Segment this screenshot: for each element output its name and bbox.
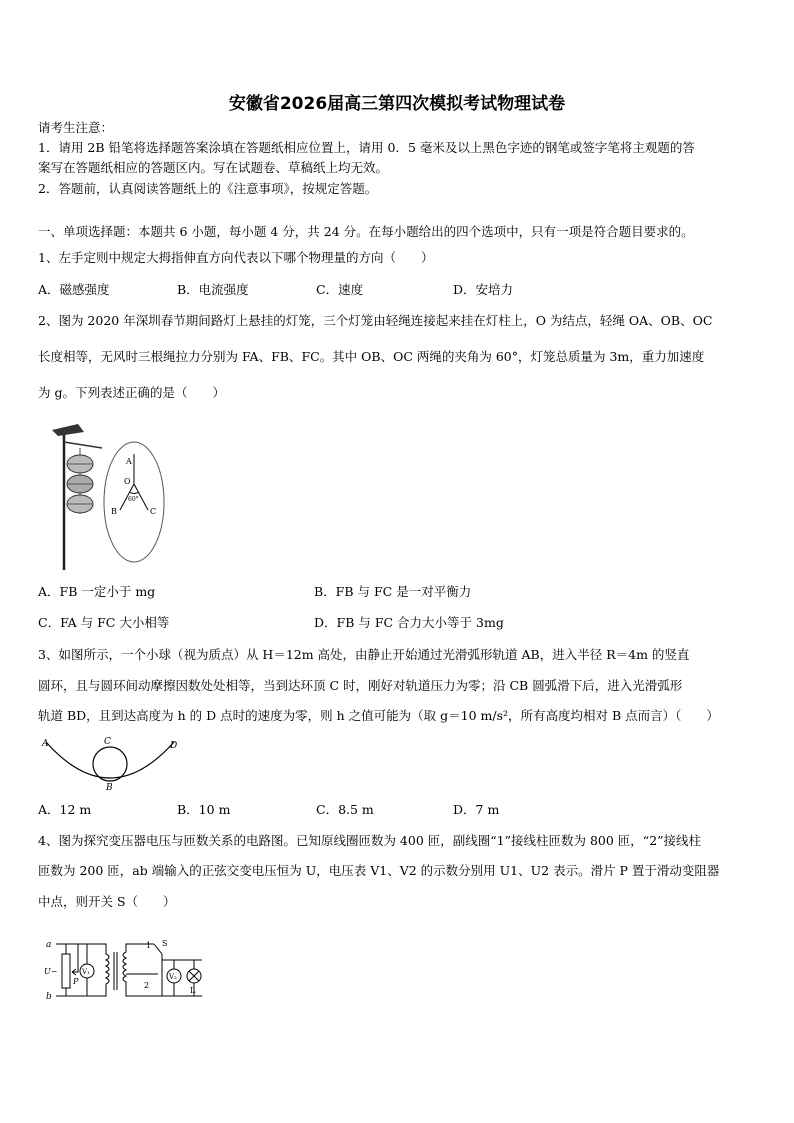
q2-stem-line-3: 为 g。下列表述正确的是（ ） (38, 385, 225, 400)
fig-label-l: L (190, 986, 196, 995)
fig-label-b: B (106, 783, 113, 792)
q2-stem-line-2: 长度相等，无风时三根绳拉力分别为 FA、FB、FC。其中 OB、OC 两绳的夹角为 60°，灯笼总质量为 3m，重力加速度 (38, 349, 705, 364)
q3-option-a: A．12 m (38, 802, 92, 817)
q1-option-d: D．安培力 (453, 282, 514, 297)
q2-lantern-figure (44, 422, 169, 572)
fig-label-o: O (124, 477, 131, 486)
q1-option-c: C．速度 (316, 282, 364, 297)
fig-label-a: A (42, 739, 49, 749)
q2-option-c: C．FA 与 FC 大小相等 (38, 615, 170, 630)
q3-stem-line-1: 3、如图所示，一个小球（视为质点）从 H＝12m 高处，由静止开始通过光滑弧形轨道 AB，进入半径 R＝4m 的竖直 (38, 647, 690, 662)
fig-label-u: U~ (44, 967, 58, 976)
section-heading: 一、单项选择题：本题共 6 小题，每小题 4 分，共 24 分。在每小题给出的四个选项中，只有一项是符合题目要求的。 (38, 224, 694, 239)
notice-line-1b: 案写在答题纸相应的答题区内。写在试题卷、草稿纸上均无效。 (38, 160, 389, 175)
fig-label-b: B (111, 507, 117, 516)
q3-option-c: C．8.5 m (316, 802, 374, 817)
q2-option-b: B．FB 与 FC 是一对平衡力 (314, 584, 472, 599)
q3-track-figure (40, 734, 185, 792)
q3-stem-line-3: 轨道 BD，且到达高度为 h 的 D 点时的速度为零，则 h 之值可能为（取 g＝10 m/s²，所有高度均相对 B 点而言）（ ） (38, 708, 719, 723)
q3-option-b: B．10 m (177, 802, 231, 817)
notice-line-1a: 1．请用 2B 铅笔将选择题答案涂填在答题纸相应位置上，请用 0．5 毫米及以上黑色字迹的钢笔或签字笔将主观题的答 (38, 140, 695, 155)
notice-heading: 请考生注意： (38, 120, 114, 135)
page-title: 安徽省2026届高三第四次模拟考试物理试卷 (228, 94, 566, 114)
fig-label-v1: V₁ (82, 968, 90, 976)
fig-label-a: A (126, 457, 132, 466)
q4-circuit-figure (44, 934, 214, 1004)
fig-label-v2: V₂ (169, 973, 177, 981)
q1-option-b: B．电流强度 (177, 282, 249, 297)
notice-line-2: 2．答题前，认真阅读答题纸上的《注意事项》，按规定答题。 (38, 181, 378, 196)
q2-option-a: A．FB 一定小于 mg (38, 584, 156, 599)
fig-label-s: S (162, 939, 168, 948)
fig-label-b: b (46, 992, 52, 1002)
q4-stem-line-2: 匝数为 200 匝，ab 端输入的正弦交变电压恒为 U，电压表 V1、V2 的示数分别用 U1、U2 表示。滑片 P 置于滑动变阻器 (38, 863, 720, 878)
fig-label-angle: 60° (128, 496, 139, 503)
fig-label-p: P (73, 977, 79, 986)
q4-stem-line-3: 中点，则开关 S（ ） (38, 894, 176, 909)
q2-option-d: D．FB 与 FC 合力大小等于 3mg (314, 615, 504, 630)
fig-label-1: 1 (146, 941, 152, 950)
q2-stem-line-1: 2、图为 2020 年深圳春节期间路灯上悬挂的灯笼，三个灯笼由轻绳连接起来挂在灯柱上，O 为结点，轻绳 OA、OB、OC (38, 313, 713, 328)
q4-stem-line-1: 4、图为探究变压器电压与匝数关系的电路图。已知原线圈匝数为 400 匝，副线圈“1”接线柱匝数为 800 匝，“2”接线柱 (38, 833, 702, 848)
fig-label-2: 2 (144, 981, 150, 990)
fig-label-a: a (46, 940, 52, 950)
fig-label-c: C (150, 507, 157, 516)
fig-label-c: C (104, 737, 111, 747)
fig-label-d: D (170, 741, 178, 751)
q1-option-a: A．磁感强度 (38, 282, 110, 297)
q1-stem: 1、左手定则中规定大拇指伸直方向代表以下哪个物理量的方向（ ） (38, 250, 434, 265)
q3-option-d: D．7 m (453, 802, 500, 817)
q3-stem-line-2: 圆环，且与圆环间动摩擦因数处处相等，当到达环顶 C 时，刚好对轨道压力为零；沿 CB 圆弧滑下后，进入光滑弧形 (38, 678, 683, 693)
